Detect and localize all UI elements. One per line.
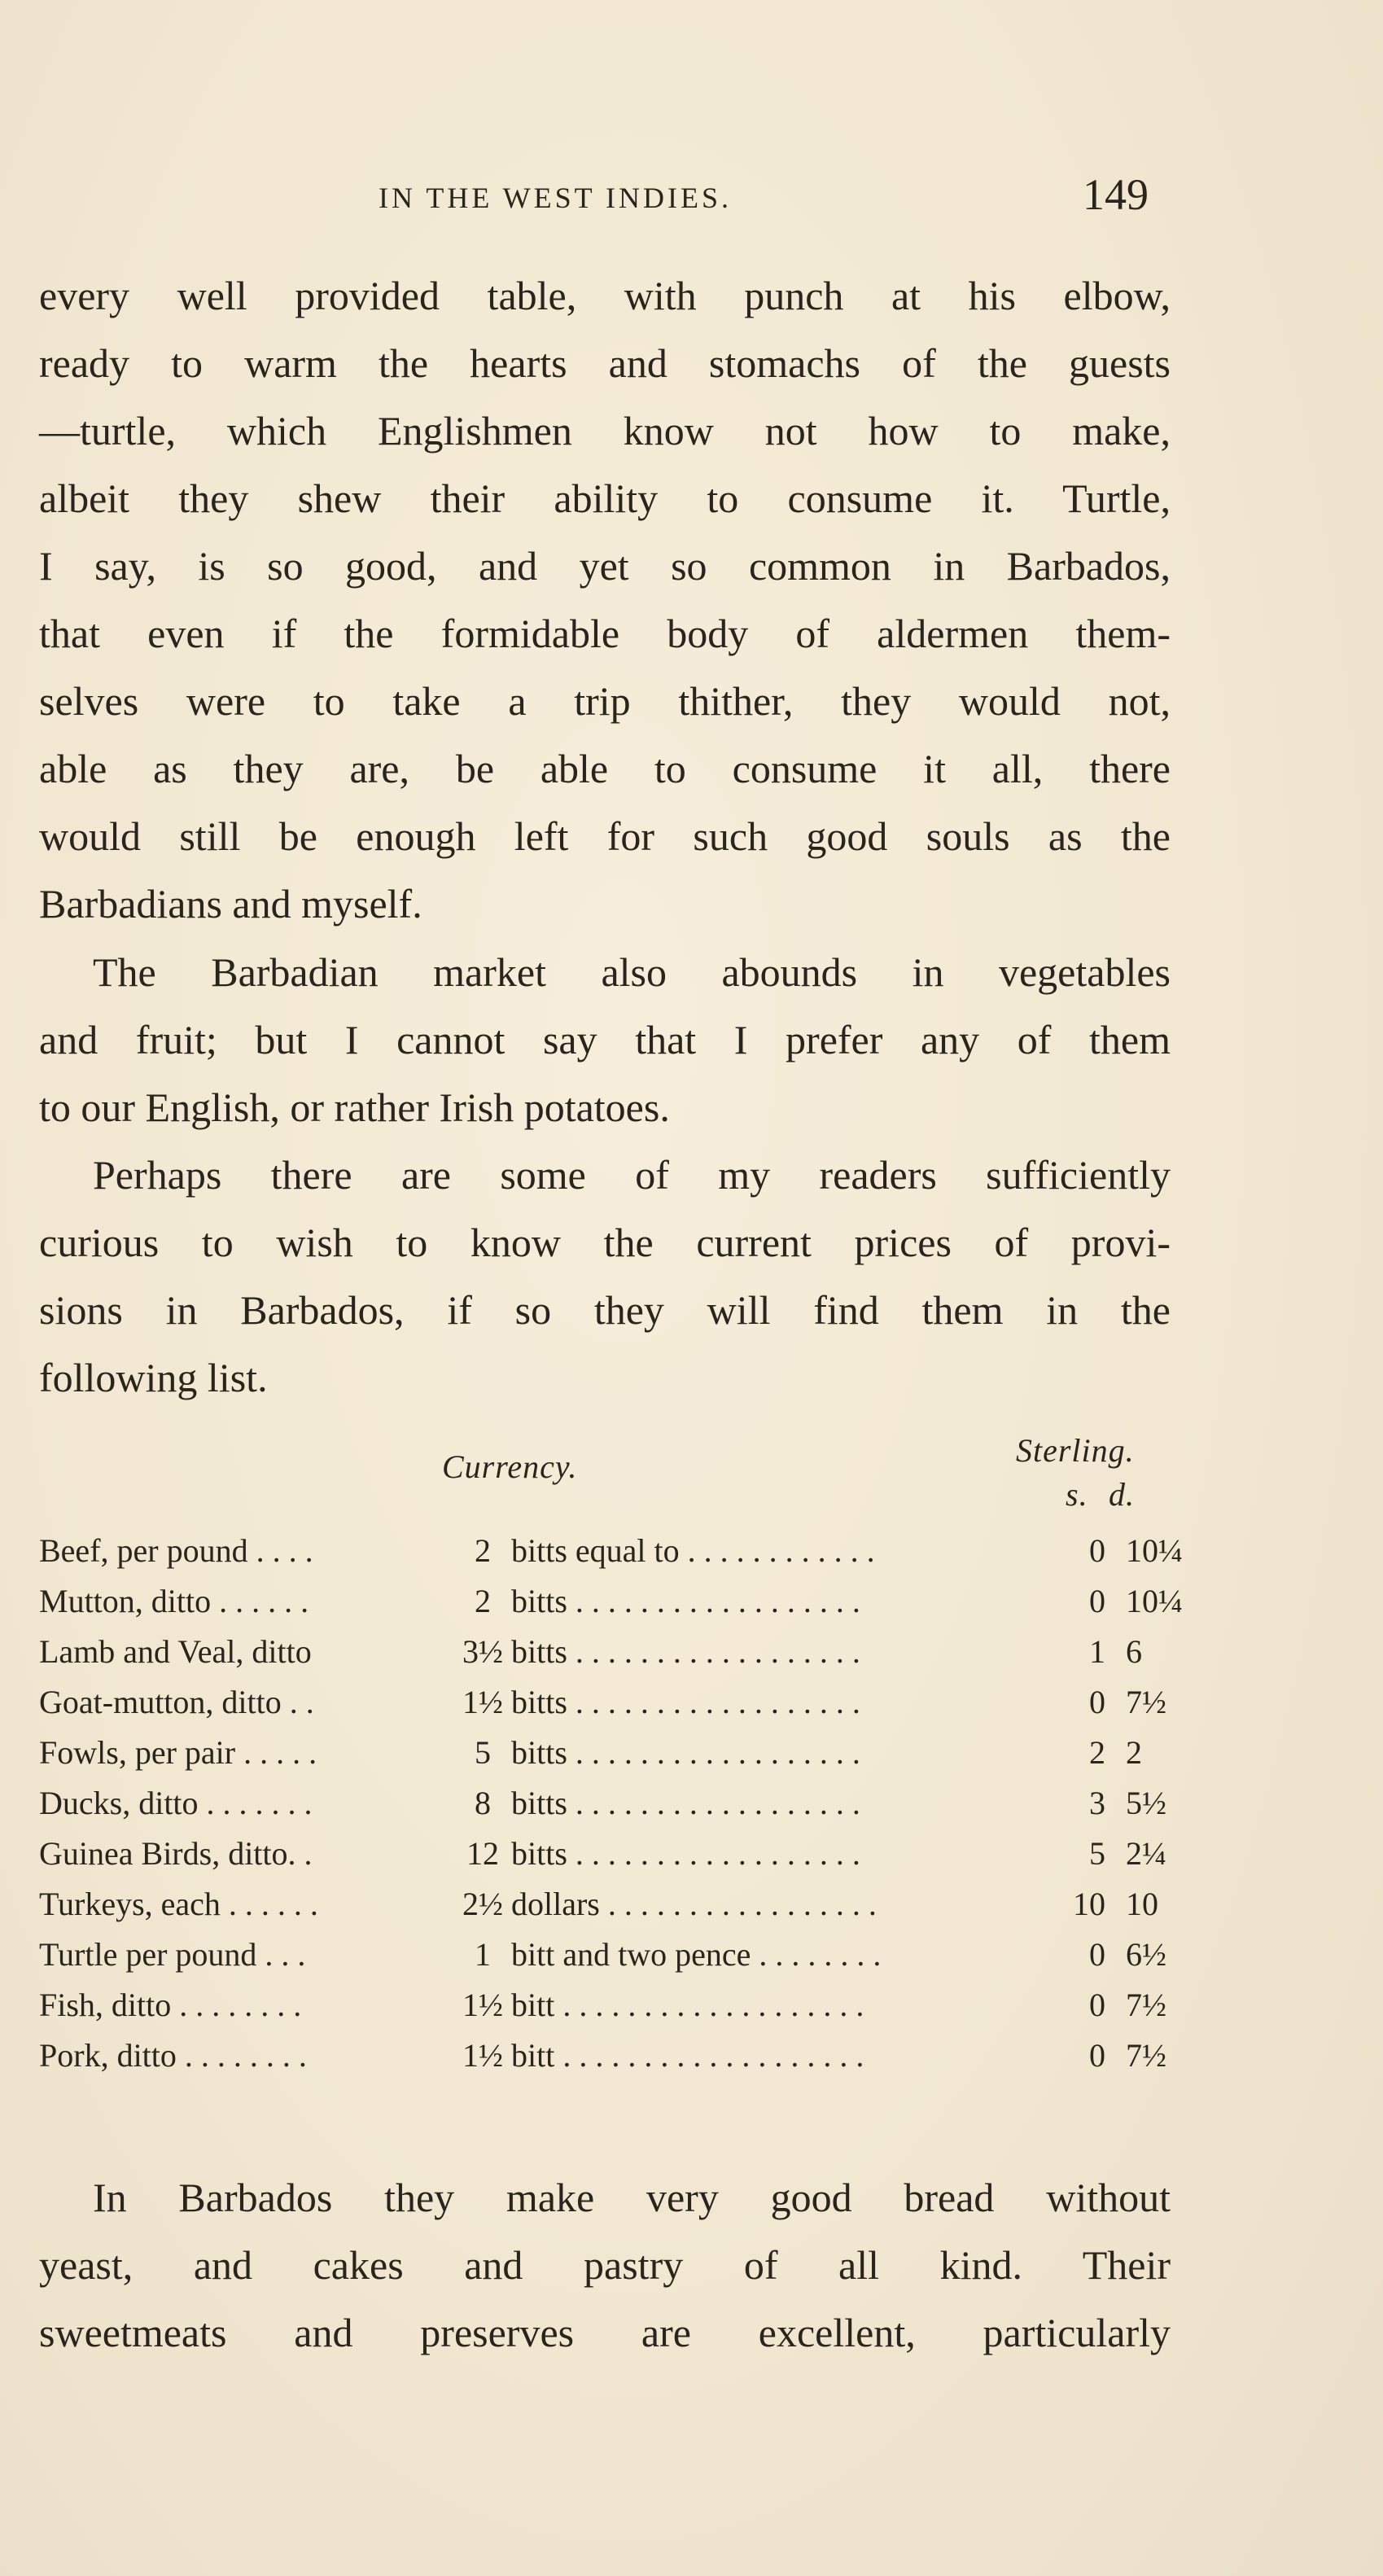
table-row: [39, 1980, 1179, 2031]
item-name: Turkeys, each . . . . . .: [39, 1886, 318, 1922]
text-line: following list.: [39, 1355, 268, 1400]
item-name: Goat-mutton, ditto . .: [39, 1684, 314, 1720]
currency-qty: 1½: [462, 2037, 503, 2074]
shillings-value: 0: [1089, 1936, 1105, 1973]
pence-value: 10: [1126, 1886, 1158, 1922]
currency-desc: bitts . . . . . . . . . . . . . . . . . .: [511, 1583, 860, 1619]
shillings-value: 2: [1089, 1734, 1105, 1771]
table-row: [39, 1728, 1179, 1778]
item-name: Fowls, per pair . . . . .: [39, 1734, 317, 1771]
paragraph-bread: [39, 2164, 1171, 2367]
shillings-value: 10: [1073, 1886, 1105, 1922]
text-line: Barbadians and myself.: [39, 881, 422, 927]
currency-desc: dollars . . . . . . . . . . . . . . . . .: [511, 1886, 877, 1922]
currency-desc: bitt . . . . . . . . . . . . . . . . . . .: [511, 1987, 864, 2023]
text-line: able as they are, be able to consume it all, there: [39, 746, 1171, 791]
currency-desc: bitt . . . . . . . . . . . . . . . . . . .: [511, 2037, 864, 2074]
shillings-value: 0: [1089, 1583, 1105, 1619]
shillings-value: 0: [1089, 2037, 1105, 2074]
text-line: sweetmeats and preserves are excellent, particularly: [39, 2310, 1171, 2355]
paragraph-prices-intro: [39, 1141, 1171, 1412]
shillings-value: 3: [1089, 1785, 1105, 1821]
item-name: Pork, ditto . . . . . . . .: [39, 2037, 307, 2074]
text-line: would still be enough left for such good souls as the: [39, 813, 1171, 859]
item-name: Guinea Birds, ditto. .: [39, 1835, 313, 1872]
currency-desc: bitts . . . . . . . . . . . . . . . . . .: [511, 1785, 860, 1821]
currency-desc: bitts . . . . . . . . . . . . . . . . . .: [511, 1684, 860, 1720]
paragraph-market: [39, 939, 1171, 1141]
pence-value: 6½: [1126, 1936, 1166, 1973]
table-row: [39, 1879, 1179, 1930]
shillings-value: 0: [1089, 1987, 1105, 2023]
shillings-value: 1: [1089, 1633, 1105, 1670]
currency-qty: 2½: [462, 1886, 503, 1922]
text-line: The Barbadian market also abounds in vegetables: [93, 949, 1171, 995]
pence-value: 2: [1126, 1734, 1142, 1771]
text-line: In Barbados they make very good bread without: [93, 2175, 1171, 2220]
text-line: —turtle, which Englishmen know not how to make,: [39, 408, 1171, 453]
text-line: curious to wish to know the current prices of provi-: [39, 1220, 1171, 1265]
currency-qty: 12: [466, 1835, 499, 1872]
currency-qty: 2: [475, 1583, 491, 1619]
text-line: ready to warm the hearts and stomachs of the guests: [39, 340, 1171, 386]
currency-qty: 1: [475, 1936, 491, 1973]
text-line: yeast, and cakes and pastry of all kind. Their: [39, 2242, 1171, 2288]
shillings-heading: s.: [1066, 1476, 1088, 1513]
text-line: and fruit; but I cannot say that I prefer any of them: [39, 1017, 1171, 1062]
pence-value: 7½: [1126, 1987, 1166, 2023]
currency-desc: bitt and two pence . . . . . . . .: [511, 1936, 882, 1973]
text-line: I say, is so good, and yet so common in Barbados,: [39, 543, 1171, 589]
currency-heading: Currency.: [442, 1448, 578, 1485]
table-row: [39, 1778, 1179, 1829]
pence-value: 6: [1126, 1633, 1142, 1670]
pence-value: 2¼: [1126, 1835, 1166, 1872]
item-name: Mutton, ditto . . . . . .: [39, 1583, 309, 1619]
table-row: [39, 1677, 1179, 1728]
item-name: Fish, ditto . . . . . . . .: [39, 1987, 302, 2023]
text-line: albeit they shew their ability to consume it. Turtle,: [39, 475, 1171, 521]
shillings-value: 0: [1089, 1532, 1105, 1569]
paragraph-turtle: [39, 262, 1171, 938]
price-table: [39, 1526, 1183, 2081]
currency-qty: 8: [475, 1785, 491, 1821]
table-row: [39, 2031, 1179, 2081]
table-row: [39, 1526, 1183, 1576]
text-line: that even if the formidable body of aldermen them-: [39, 611, 1171, 656]
currency-desc: bitts . . . . . . . . . . . . . . . . . .: [511, 1734, 860, 1771]
item-name: Lamb and Veal, ditto: [39, 1633, 312, 1670]
currency-qty: 5: [475, 1734, 491, 1771]
currency-desc: bitts . . . . . . . . . . . . . . . . . .: [511, 1633, 860, 1670]
currency-qty: 2: [475, 1532, 491, 1569]
currency-qty: 1½: [462, 1987, 503, 2023]
table-row: [39, 1829, 1179, 1879]
page-number: 149: [1083, 170, 1149, 219]
text-line: to our English, or rather Irish potatoes.: [39, 1084, 670, 1130]
running-title: IN THE WEST INDIES.: [379, 182, 732, 214]
pence-heading: d.: [1109, 1476, 1135, 1513]
pence-value: 5½: [1126, 1785, 1166, 1821]
pence-value: 7½: [1126, 2037, 1166, 2074]
text-line: selves were to take a trip thither, they would not,: [39, 678, 1171, 724]
currency-qty: 1½: [462, 1684, 503, 1720]
sterling-heading: Sterling.: [1016, 1432, 1135, 1469]
item-name: Turtle per pound . . .: [39, 1936, 306, 1973]
pence-value: 10¼: [1126, 1532, 1183, 1569]
pence-value: 10¼: [1126, 1583, 1183, 1619]
pence-value: 7½: [1126, 1684, 1166, 1720]
text-line: every well provided table, with punch at his elbow,: [39, 273, 1171, 318]
currency-qty: 3½: [462, 1633, 503, 1670]
table-row: [39, 1930, 1179, 1980]
table-row: [39, 1627, 1179, 1677]
shillings-value: 0: [1089, 1684, 1105, 1720]
currency-desc: bitts equal to . . . . . . . . . . . .: [511, 1532, 875, 1569]
table-row: [39, 1576, 1183, 1627]
currency-desc: bitts . . . . . . . . . . . . . . . . . .: [511, 1835, 860, 1872]
text-line: Perhaps there are some of my readers sufficiently: [93, 1152, 1171, 1198]
shillings-value: 5: [1089, 1835, 1105, 1872]
text-line: sions in Barbados, if so they will find them in the: [39, 1287, 1171, 1333]
item-name: Ducks, ditto . . . . . . .: [39, 1785, 313, 1821]
item-name: Beef, per pound . . . .: [39, 1532, 313, 1569]
